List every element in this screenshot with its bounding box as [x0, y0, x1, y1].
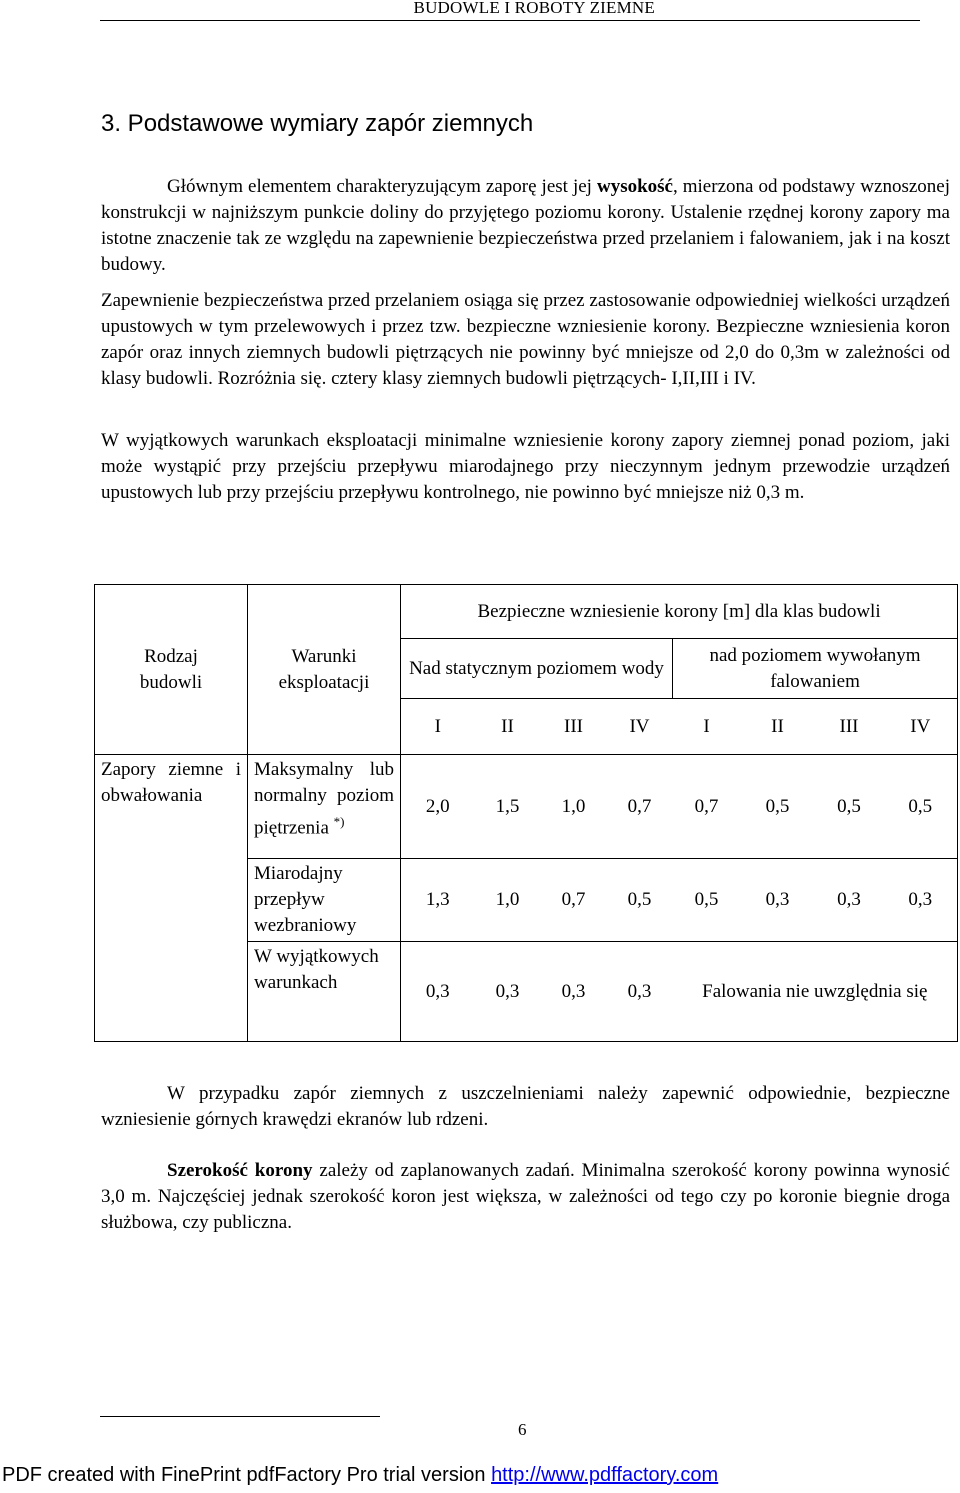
page-header — [0, 0, 960, 20]
pdf-creator-note: PDF created with FinePrint pdfFactory Pro trial version http://www.pdffactory.com — [2, 1464, 719, 1486]
condition-cell: Miarodajny przepływ wezbraniowy — [248, 859, 401, 942]
p1-text-a: Głównym elementem charakteryzującym zaporę jest jej — [167, 176, 597, 197]
freeboard-table — [94, 584, 958, 1042]
class-label: II — [475, 699, 541, 755]
header-rule — [100, 20, 920, 21]
value-cell: 0,5 — [815, 755, 884, 859]
value-cell: 0,7 — [673, 755, 741, 859]
value-cell: 0,3 — [401, 942, 475, 1042]
value-cell: 1,0 — [475, 859, 541, 942]
value-cell: 1,3 — [401, 859, 475, 942]
section-title: 3. Podstawowe wymiary zapór ziemnych — [101, 110, 534, 137]
class-label: I — [673, 699, 741, 755]
value-cell: 0,3 — [541, 942, 607, 1042]
condition-cell: W wyjątkowych warunkach — [248, 942, 401, 1042]
pdffactory-link[interactable]: http://www.pdffactory.com — [491, 1464, 719, 1486]
value-cell: 2,0 — [401, 755, 475, 859]
header-static-level: Nad statycznym poziomem wody — [401, 639, 673, 699]
value-cell: 0,3 — [607, 942, 673, 1042]
value-cell: 0,7 — [541, 859, 607, 942]
value-cell: 0,3 — [475, 942, 541, 1042]
class-label: IV — [607, 699, 673, 755]
class-label: III — [815, 699, 884, 755]
p1-text-b: , mierzona od podstawy wznoszonej konstrukcji w najniższym punkcie doliny do przyjętego poziomu korony. Ustalenie rzędnej korony zapory ma istotne znaczenie tak ze względu na zapewnienie bezpieczeństwa przed przelaniem i falowaniem, jak i na koszt budowy. — [101, 176, 950, 275]
p1-bold-height: wysokość — [596, 176, 673, 197]
value-cell: 0,5 — [607, 859, 673, 942]
building-type-cell: Zapory ziemne i obwałowania — [95, 755, 248, 1042]
value-cell: 1,5 — [475, 755, 541, 859]
value-cell: 0,3 — [884, 859, 958, 942]
paragraph-safety: Zapewnienie bezpieczeństwa przed przelaniem osiąga się przez zastosowanie odpowiedniej wielkości urządzeń upustowych w tym przelewowych i przez tzw. bezpieczne wzniesienie korony. Bezpieczne wzniesienia koron zapór oraz innych ziemnych budowli piętrzących nie powinny być mniejsze od 2,0 do 0,3m w zależności od klasy budowli. Rozróżnia się. cztery klasy ziemnych budowli piętrzących- I,II,III i IV. — [101, 290, 950, 389]
value-cell: 0,3 — [741, 859, 815, 942]
class-label: I — [401, 699, 475, 755]
value-cell: 0,5 — [884, 755, 958, 859]
paragraph-height — [101, 174, 950, 278]
header-conditions: Warunki eksploatacji — [248, 585, 401, 755]
paragraph-crest-width: Szerokość korony zależy od zaplanowanych zadań. Minimalna szerokość korony powinna wynosić 3,0 m. Najczęściej jednak szerokość koron jest większa, w zależności od tego czy po koronie biegnie droga służbowa, czy publiczna. — [101, 1160, 950, 1233]
class-label: II — [741, 699, 815, 755]
p5-bold-crest-width: Szerokość korony — [167, 1160, 313, 1181]
wave-not-considered-cell: Falowania nie uwzględnia się — [673, 942, 958, 1042]
paragraph-exceptional: W wyjątkowych warunkach eksploatacji minimalne wzniesienie korony zapory ziemnej ponad poziom, jaki może wystąpić przy przejściu przepływu miarodajnego przy nieczynnym jednym przewodzie urządzeń upustowych lub przy przejściu przepływu kontrolnego, nie powinno być mniejsze niż 0,3 m. — [101, 430, 950, 503]
value-cell: 0,5 — [673, 859, 741, 942]
footnote-marker: *) — [333, 814, 345, 829]
value-cell: 1,0 — [541, 755, 607, 859]
class-label: IV — [884, 699, 958, 755]
class-label: III — [541, 699, 607, 755]
header-building-type: Rodzaj budowli — [95, 585, 248, 755]
footer-rule — [100, 1416, 380, 1417]
value-cell: 0,5 — [741, 755, 815, 859]
paragraph-sealing: W przypadku zapór ziemnych z uszczelnieniami należy zapewnić odpowiednie, bezpieczne wzniesienie górnych krawędzi ekranów lub rdzeni. — [101, 1083, 950, 1130]
condition-cell: Maksymalny lub normalny poziom piętrzenia *) — [248, 755, 401, 859]
page-number: 6 — [518, 1420, 527, 1439]
running-title: BUDOWLE I ROBOTY ZIEMNE — [413, 0, 655, 17]
header-freeboard-group: Bezpieczne wzniesienie korony [m] dla klas budowli — [401, 585, 958, 639]
value-cell: 0,7 — [607, 755, 673, 859]
header-wave-level: nad poziomem wywołanym falowaniem — [673, 639, 958, 699]
value-cell: 0,3 — [815, 859, 884, 942]
